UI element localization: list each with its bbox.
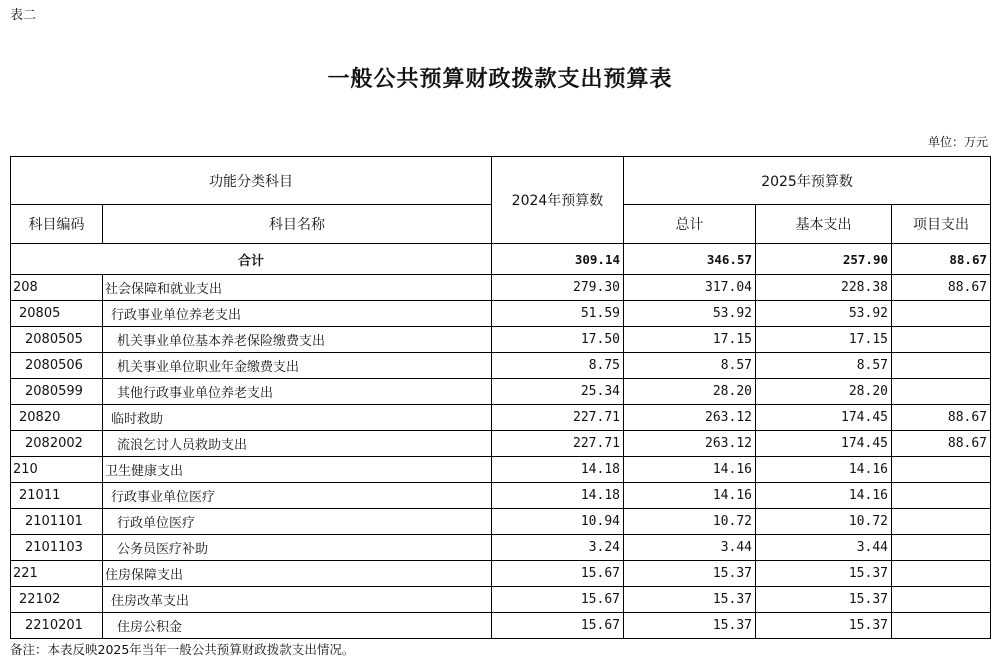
row-code: 208 bbox=[11, 275, 103, 301]
row-code: 2101103 bbox=[11, 535, 103, 561]
row-total: 263.12 bbox=[624, 431, 756, 457]
header-budget-2025: 2025年预算数 bbox=[624, 157, 991, 205]
header-basic: 基本支出 bbox=[756, 205, 892, 244]
row-b2024: 227.71 bbox=[492, 405, 624, 431]
table-row bbox=[11, 301, 991, 327]
page-title: 一般公共预算财政拨款支出预算表 bbox=[327, 66, 673, 92]
table-row bbox=[11, 353, 991, 379]
row-project bbox=[892, 301, 991, 327]
row-total: 14.16 bbox=[624, 457, 756, 483]
row-basic: 3.44 bbox=[756, 535, 892, 561]
table-number-label: 表二 bbox=[10, 8, 37, 23]
row-name: 住房改革支出 bbox=[103, 587, 492, 613]
row-total: 8.57 bbox=[624, 353, 756, 379]
row-code: 2101101 bbox=[11, 509, 103, 535]
row-basic: 14.16 bbox=[756, 457, 892, 483]
row-basic: 15.37 bbox=[756, 613, 892, 639]
budget-table bbox=[10, 156, 991, 639]
row-b2024: 279.30 bbox=[492, 275, 624, 301]
row-b2024: 14.18 bbox=[492, 483, 624, 509]
row-basic: 15.37 bbox=[756, 587, 892, 613]
row-name: 行政事业单位医疗 bbox=[103, 483, 492, 509]
row-basic: 174.45 bbox=[756, 405, 892, 431]
row-code: 2080505 bbox=[11, 327, 103, 353]
total-label: 合计 bbox=[11, 244, 492, 275]
row-b2024: 227.71 bbox=[492, 431, 624, 457]
row-project bbox=[892, 353, 991, 379]
row-code: 221 bbox=[11, 561, 103, 587]
row-total: 3.44 bbox=[624, 535, 756, 561]
row-code: 2080506 bbox=[11, 353, 103, 379]
row-code: 20805 bbox=[11, 301, 103, 327]
row-name: 住房保障支出 bbox=[103, 561, 492, 587]
row-code: 210 bbox=[11, 457, 103, 483]
row-project bbox=[892, 561, 991, 587]
row-code: 2210201 bbox=[11, 613, 103, 639]
row-b2024: 17.50 bbox=[492, 327, 624, 353]
row-project bbox=[892, 587, 991, 613]
row-b2024: 14.18 bbox=[492, 457, 624, 483]
table-row bbox=[11, 457, 991, 483]
row-b2024: 25.34 bbox=[492, 379, 624, 405]
row-name: 机关事业单位基本养老保险缴费支出 bbox=[103, 327, 492, 353]
row-basic: 14.16 bbox=[756, 483, 892, 509]
row-basic: 10.72 bbox=[756, 509, 892, 535]
row-project bbox=[892, 327, 991, 353]
row-name: 卫生健康支出 bbox=[103, 457, 492, 483]
row-total: 15.37 bbox=[624, 561, 756, 587]
row-name: 流浪乞讨人员救助支出 bbox=[103, 431, 492, 457]
row-code: 22102 bbox=[11, 587, 103, 613]
row-total: 17.15 bbox=[624, 327, 756, 353]
row-project bbox=[892, 535, 991, 561]
row-basic: 53.92 bbox=[756, 301, 892, 327]
table-row bbox=[11, 561, 991, 587]
row-total: 15.37 bbox=[624, 613, 756, 639]
row-name: 机关事业单位职业年金缴费支出 bbox=[103, 353, 492, 379]
table-row bbox=[11, 509, 991, 535]
table-row bbox=[11, 275, 991, 301]
row-name: 临时救助 bbox=[103, 405, 492, 431]
table-row bbox=[11, 405, 991, 431]
row-b2024: 10.94 bbox=[492, 509, 624, 535]
row-project bbox=[892, 509, 991, 535]
row-basic: 28.20 bbox=[756, 379, 892, 405]
row-project: 88.67 bbox=[892, 431, 991, 457]
header-budget-2024: 2024年预算数 bbox=[492, 157, 624, 244]
row-b2024: 15.67 bbox=[492, 587, 624, 613]
row-total: 14.16 bbox=[624, 483, 756, 509]
header-func-class: 功能分类科目 bbox=[11, 157, 492, 205]
total-project: 88.67 bbox=[892, 244, 991, 275]
total-basic: 257.90 bbox=[756, 244, 892, 275]
row-b2024: 8.75 bbox=[492, 353, 624, 379]
row-total: 10.72 bbox=[624, 509, 756, 535]
row-project: 88.67 bbox=[892, 275, 991, 301]
row-name: 住房公积金 bbox=[103, 613, 492, 639]
row-total: 263.12 bbox=[624, 405, 756, 431]
unit-label: 单位：万元 bbox=[927, 135, 988, 149]
footnote: 备注：本表反映2025年当年一般公共预算财政拨款支出情况。 bbox=[10, 642, 355, 657]
row-project bbox=[892, 613, 991, 639]
row-b2024: 3.24 bbox=[492, 535, 624, 561]
table-row bbox=[11, 483, 991, 509]
header-total: 总计 bbox=[624, 205, 756, 244]
table-row bbox=[11, 613, 991, 639]
header-project: 项目支出 bbox=[892, 205, 991, 244]
total-row bbox=[11, 244, 991, 275]
row-b2024: 15.67 bbox=[492, 561, 624, 587]
row-name: 社会保障和就业支出 bbox=[103, 275, 492, 301]
row-project bbox=[892, 379, 991, 405]
row-project bbox=[892, 483, 991, 509]
table-row bbox=[11, 431, 991, 457]
row-code: 2082002 bbox=[11, 431, 103, 457]
row-b2024: 51.59 bbox=[492, 301, 624, 327]
row-name: 行政单位医疗 bbox=[103, 509, 492, 535]
row-project bbox=[892, 457, 991, 483]
row-basic: 8.57 bbox=[756, 353, 892, 379]
row-basic: 17.15 bbox=[756, 327, 892, 353]
header-name: 科目名称 bbox=[103, 205, 492, 244]
row-project: 88.67 bbox=[892, 405, 991, 431]
row-code: 21011 bbox=[11, 483, 103, 509]
row-code: 20820 bbox=[11, 405, 103, 431]
row-basic: 174.45 bbox=[756, 431, 892, 457]
row-name: 其他行政事业单位养老支出 bbox=[103, 379, 492, 405]
table-row bbox=[11, 327, 991, 353]
row-total: 28.20 bbox=[624, 379, 756, 405]
total-b2024: 309.14 bbox=[492, 244, 624, 275]
header-code: 科目编码 bbox=[11, 205, 103, 244]
row-total: 317.04 bbox=[624, 275, 756, 301]
row-basic: 15.37 bbox=[756, 561, 892, 587]
total-total: 346.57 bbox=[624, 244, 756, 275]
row-code: 2080599 bbox=[11, 379, 103, 405]
row-b2024: 15.67 bbox=[492, 613, 624, 639]
row-basic: 228.38 bbox=[756, 275, 892, 301]
table-row bbox=[11, 379, 991, 405]
row-name: 公务员医疗补助 bbox=[103, 535, 492, 561]
table-row bbox=[11, 535, 991, 561]
row-name: 行政事业单位养老支出 bbox=[103, 301, 492, 327]
table-row bbox=[11, 587, 991, 613]
row-total: 15.37 bbox=[624, 587, 756, 613]
row-total: 53.92 bbox=[624, 301, 756, 327]
